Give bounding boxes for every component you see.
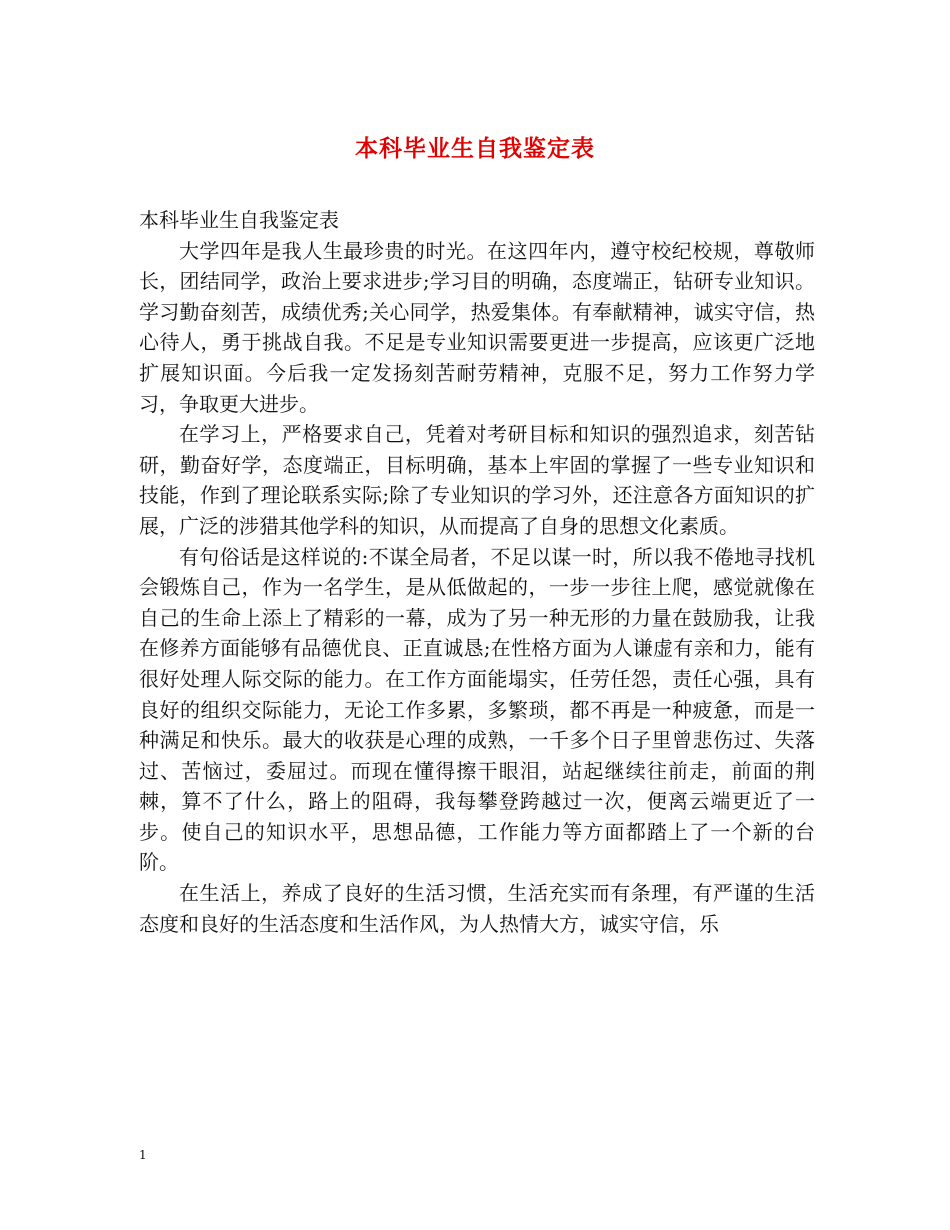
document-subtitle: 本科毕业生自我鉴定表	[139, 208, 339, 232]
paragraph-2: 在学习上，严格要求自己，凭着对考研目标和知识的强烈追求，刻苦钻研，勤奋好学，态度端正，目标明确，基本上牢固的掌握了一些专业知识和技能，作到了理论联系实际;除了专业知识的学习外，还注意各方面知识的扩展，广泛的涉猎其他学科的知识，从而提高了自身的思想文化素质。	[139, 422, 815, 538]
paragraph-3: 有句俗话是这样说的:不谋全局者，不足以谋一时，所以我不倦地寻找机会锻炼自己，作为一名学生，是从低做起的，一步一步往上爬，感觉就像在自己的生命上添上了精彩的一幕，成为了另一种无形的力量在鼓励我，让我在修养方面能够有品德优良、正直诚恳;在性格方面为人谦虚有亲和力，能有很好处理人际交际的能力。在工作方面能塌实，任劳任怨，责任心强，具有良好的组织交际能力，无论工作多累，多繁琐，都不再是一种疲惫，而是一种满足和快乐。最大的收获是心理的成熟，一千多个日子里曾悲伤过、失落过、苦恼过，委屈过。而现在懂得擦干眼泪，站起继续往前走，前面的荆棘，算不了什么，路上的阻碍，我每攀登跨越过一次，便离云端更近了一步。使自己的知识水平，思想品德，工作能力等方面都踏上了一个新的台阶。	[139, 544, 815, 875]
document-title: 本科毕业生自我鉴定表	[355, 135, 595, 162]
paragraph-4: 在生活上，养成了良好的生活习惯，生活充实而有条理，有严谨的生活态度和良好的生活态度和生活作风，为人热情大方，诚实守信，乐	[139, 881, 815, 936]
page-number: 1	[139, 1148, 147, 1162]
document-body	[139, 205, 815, 939]
paragraph-1: 大学四年是我人生最珍贵的时光。在这四年内，遵守校纪校规，尊敬师长，团结同学，政治上要求进步;学习目的明确，态度端正，钻研专业知识。学习勤奋刻苦，成绩优秀;关心同学，热爱集体。有奉献精神，诚实守信，热心待人，勇于挑战自我。不足是专业知识需要更进一步提高，应该更广泛地扩展知识面。今后我一定发扬刻苦耐劳精神，克服不足，努力工作努力学习，争取更大进步。	[139, 238, 815, 416]
